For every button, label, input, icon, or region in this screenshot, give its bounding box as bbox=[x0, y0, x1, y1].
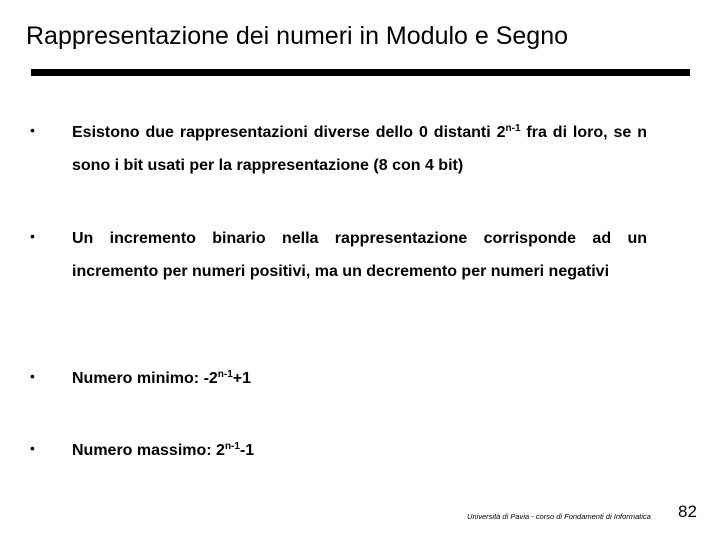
bullet-text-part: -1 bbox=[239, 442, 255, 459]
bullet-text bbox=[72, 434, 647, 467]
bullet-icon: • bbox=[30, 368, 35, 384]
footer-text: Università di Pavia - corso di Fondamenti di Informatica bbox=[467, 512, 651, 521]
bullet-text-part: Esistono due rappresentazioni diverse dello 0 distanti 2 bbox=[72, 124, 506, 141]
page-number: 82 bbox=[678, 502, 697, 521]
bullet-icon: • bbox=[30, 228, 35, 244]
bullet-text-part: Numero massimo: 2 bbox=[72, 442, 225, 459]
bullet-icon: • bbox=[30, 122, 35, 138]
bullet-text-part: Numero minimo: -2 bbox=[72, 370, 218, 387]
slide-title: Rappresentazione dei numeri in Modulo e Segno bbox=[26, 22, 569, 50]
bullet-text-part: Un incremento binario nella rappresentazione corrisponde ad un incremento per numeri positivi, ma un decremento per numeri negativi bbox=[72, 230, 647, 280]
bullet-icon: • bbox=[30, 440, 35, 456]
title-divider bbox=[31, 69, 690, 76]
exponent: n-1 bbox=[217, 369, 233, 380]
exponent: n-1 bbox=[505, 123, 521, 134]
bullet-text bbox=[72, 116, 647, 182]
bullet-text-part: fra di loro, se n sono i bit usati per la rappresentazione (8 con 4 bit) bbox=[72, 124, 647, 174]
exponent: n-1 bbox=[224, 441, 240, 452]
bullet-text bbox=[72, 362, 647, 395]
bullet-text bbox=[72, 222, 647, 288]
bullet-text-part: +1 bbox=[232, 370, 252, 387]
